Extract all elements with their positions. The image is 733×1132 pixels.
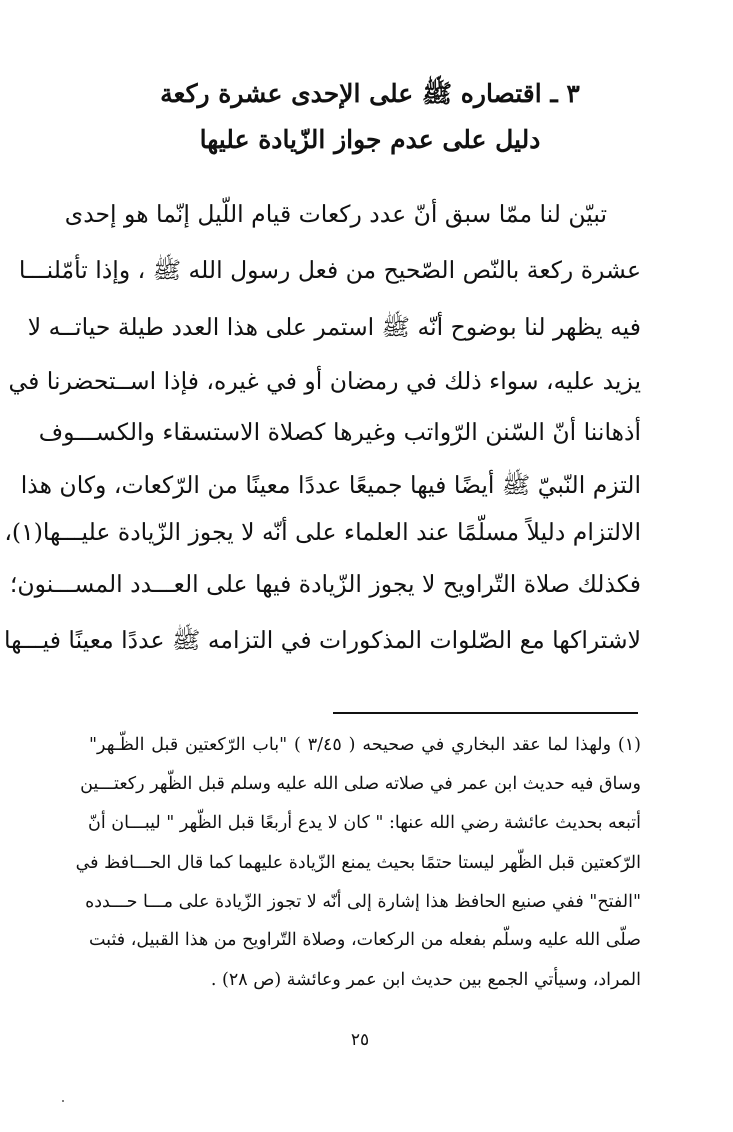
body-line: تبيّن لنا ممّا سبق أنّ عدد ركعات قيام اللّيل إنّما هو إحدى (64, 200, 607, 228)
section-subheading: دليل على عدم جواز الزّيادة عليها (199, 125, 541, 154)
footnote-line: صلّى الله عليه وسلّم بفعله من الركعات، وصلاة التّراويح من هذا القبيل، فثبت (89, 930, 641, 950)
body-line: عشرة ركعة بالنّص الصّحيح من فعل رسول الله ﷺ ، وإذا تأمّلنـــا (18, 256, 641, 284)
footnote-line: المراد، وسيأتي الجمع بين حديث ابن عمر وعائشة (ص ٢٨) . (210, 970, 641, 990)
footnote-separator (333, 712, 638, 714)
footnote-line: وساق فيه حديث ابن عمر في صلاته صلى الله عليه وسلم قبل الظّهر ركعتـــين (80, 774, 641, 794)
section-heading: ٣ ـ اقتصاره ﷺ على الإحدى عشرة ركعة (160, 79, 580, 108)
body-line: فكذلك صلاة التّراويح لا يجوز الزّيادة فيها على العـــدد المســـنون؛ (9, 570, 641, 598)
body-line: الالتزام دليلاً مسلّمًا عند العلماء على أنّه لا يجوز الزّيادة عليـــها(١)، (4, 518, 641, 546)
footnote-line: (١) ولهذا لما عقد البخاري في صحيحه ( ٣/٤٥ ) "باب الرّكعتين قبل الظّـهر" (89, 735, 641, 755)
footnote-line: "الفتح" ففي صنيع الحافظ هذا إشارة إلى أنّه لا تجوز الزّيادة على مـــا حـــدده (85, 892, 641, 912)
body-line: فيه يظهر لنا بوضوح أنّه ﷺ استمر على هذا العدد طيلة حياتــه لا (27, 313, 641, 341)
body-line: التزم النّبيّ ﷺ أيضًا فيها جميعًا عددًا معينًا من الرّكعات، وكان هذا (20, 471, 641, 499)
scan-speck (62, 1100, 64, 1102)
footnote-line: أتبعه بحديث عائشة رضي الله عنها: " كان لا يدع أربعًا قبل الظّهر " ليبـــان أنّ (87, 813, 641, 833)
page-number: ٢٥ (350, 1030, 370, 1050)
body-line: أذهاننا أنّ السّنن الرّواتب وغيرها كصلاة الاستسقاء والكســـوف (38, 418, 641, 446)
body-line: يزيد عليه، سواء ذلك في رمضان أو في غيره، فإذا اســتحضرنا في (8, 367, 641, 395)
body-line: لاشتراكها مع الصّلوات المذكورات في التزامه ﷺ عددًا معينًا فيـــها (3, 626, 641, 654)
footnote-line: الرّكعتين قبل الظّهر ليستا حتمًا بحيث يمنع الزّيادة عليهما كما قال الحـــافظ في (75, 853, 641, 873)
